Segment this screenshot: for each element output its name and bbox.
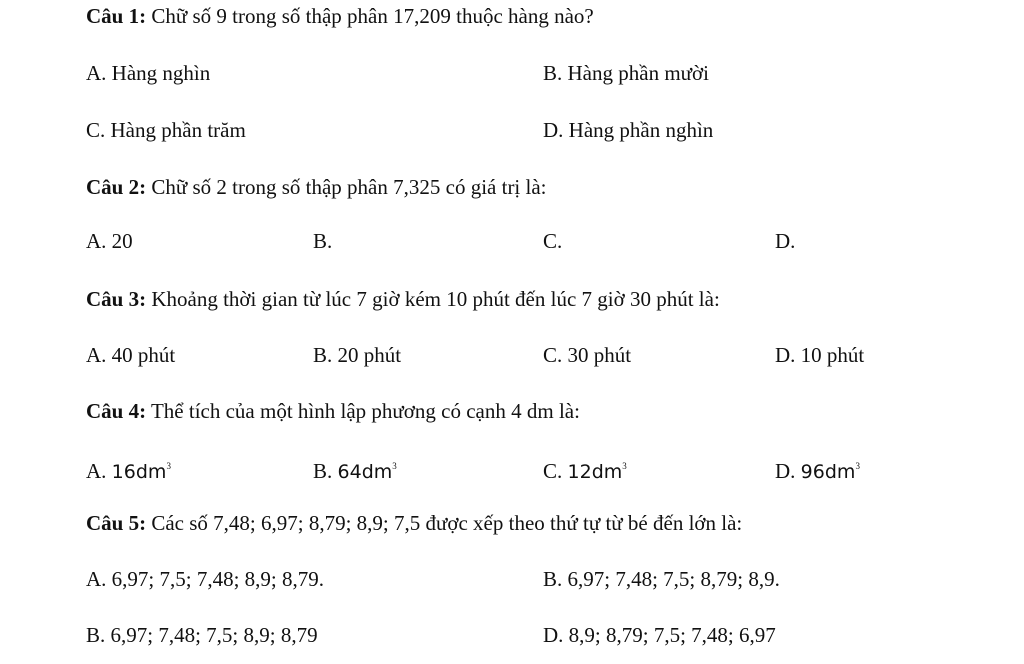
question-1-option-c: C. Hàng phần trăm	[86, 118, 246, 142]
option-unit: dm	[135, 461, 167, 483]
option-exponent: 3	[622, 461, 627, 471]
question-3-text: Khoảng thời gian từ lúc 7 giờ kém 10 phút đến lúc 7 giờ 30 phút là:	[151, 287, 720, 311]
question-2-option-b: B.	[313, 229, 333, 253]
question-4-text: Thể tích của một hình lập phương có cạnh 4 dm là:	[150, 399, 580, 423]
option-letter: A.	[86, 459, 107, 483]
question-5-option-b: B. 6,97; 7,48; 7,5; 8,79; 8,9.	[543, 567, 780, 591]
question-3	[86, 286, 720, 312]
option-unit: dm	[591, 461, 623, 483]
question-1-option-b: B. Hàng phần mười	[543, 61, 709, 85]
question-5	[86, 510, 742, 536]
question-1	[86, 3, 594, 29]
question-3-option-c: C. 30 phút	[543, 343, 632, 367]
option-exponent: 3	[166, 461, 171, 471]
question-1-label: Câu 1:	[86, 4, 147, 28]
option-value: 64	[337, 461, 362, 483]
question-4-option-d	[775, 453, 860, 485]
question-3-option-a: A. 40 phút	[86, 343, 176, 367]
question-2-option-c: C.	[543, 229, 563, 253]
option-letter: B.	[313, 459, 333, 483]
option-unit: dm	[361, 461, 393, 483]
question-4	[86, 398, 580, 424]
question-2-option-a: A. 20	[86, 229, 133, 253]
option-unit: dm	[824, 461, 856, 483]
question-1-text: Chữ số 9 trong số thập phân 17,209 thuộc hàng nào?	[151, 4, 594, 28]
question-2-label: Câu 2:	[86, 175, 147, 199]
question-4-option-b	[313, 453, 397, 485]
option-letter: D.	[775, 459, 796, 483]
question-5-label: Câu 5:	[86, 511, 147, 535]
option-value: 16	[111, 461, 136, 483]
question-2-option-d: D.	[775, 229, 796, 253]
question-2	[86, 174, 547, 200]
question-1-option-a: A. Hàng nghìn	[86, 61, 211, 85]
question-5-option-d: D. 8,9; 8,79; 7,5; 7,48; 6,97	[543, 623, 776, 647]
question-5-text: Các số 7,48; 6,97; 8,79; 8,9; 7,5 được xếp theo thứ tự từ bé đến lớn là:	[151, 511, 743, 535]
option-exponent: 3	[855, 461, 860, 471]
question-4-option-a	[86, 453, 171, 485]
question-3-label: Câu 3:	[86, 287, 147, 311]
question-3-option-d: D. 10 phút	[775, 343, 865, 367]
question-5-option-a: A. 6,97; 7,5; 7,48; 8,9; 8,79.	[86, 567, 325, 591]
option-letter: C.	[543, 459, 563, 483]
question-3-option-b: B. 20 phút	[313, 343, 402, 367]
option-value: 12	[567, 461, 592, 483]
question-4-option-c	[543, 453, 627, 485]
question-2-text: Chữ số 2 trong số thập phân 7,325 có giá trị là:	[151, 175, 547, 199]
option-value: 96	[800, 461, 825, 483]
option-exponent: 3	[392, 461, 397, 471]
question-4-label: Câu 4:	[86, 399, 147, 423]
question-1-option-d: D. Hàng phần nghìn	[543, 118, 714, 142]
question-5-option-c: B. 6,97; 7,48; 7,5; 8,9; 8,79	[86, 623, 318, 647]
